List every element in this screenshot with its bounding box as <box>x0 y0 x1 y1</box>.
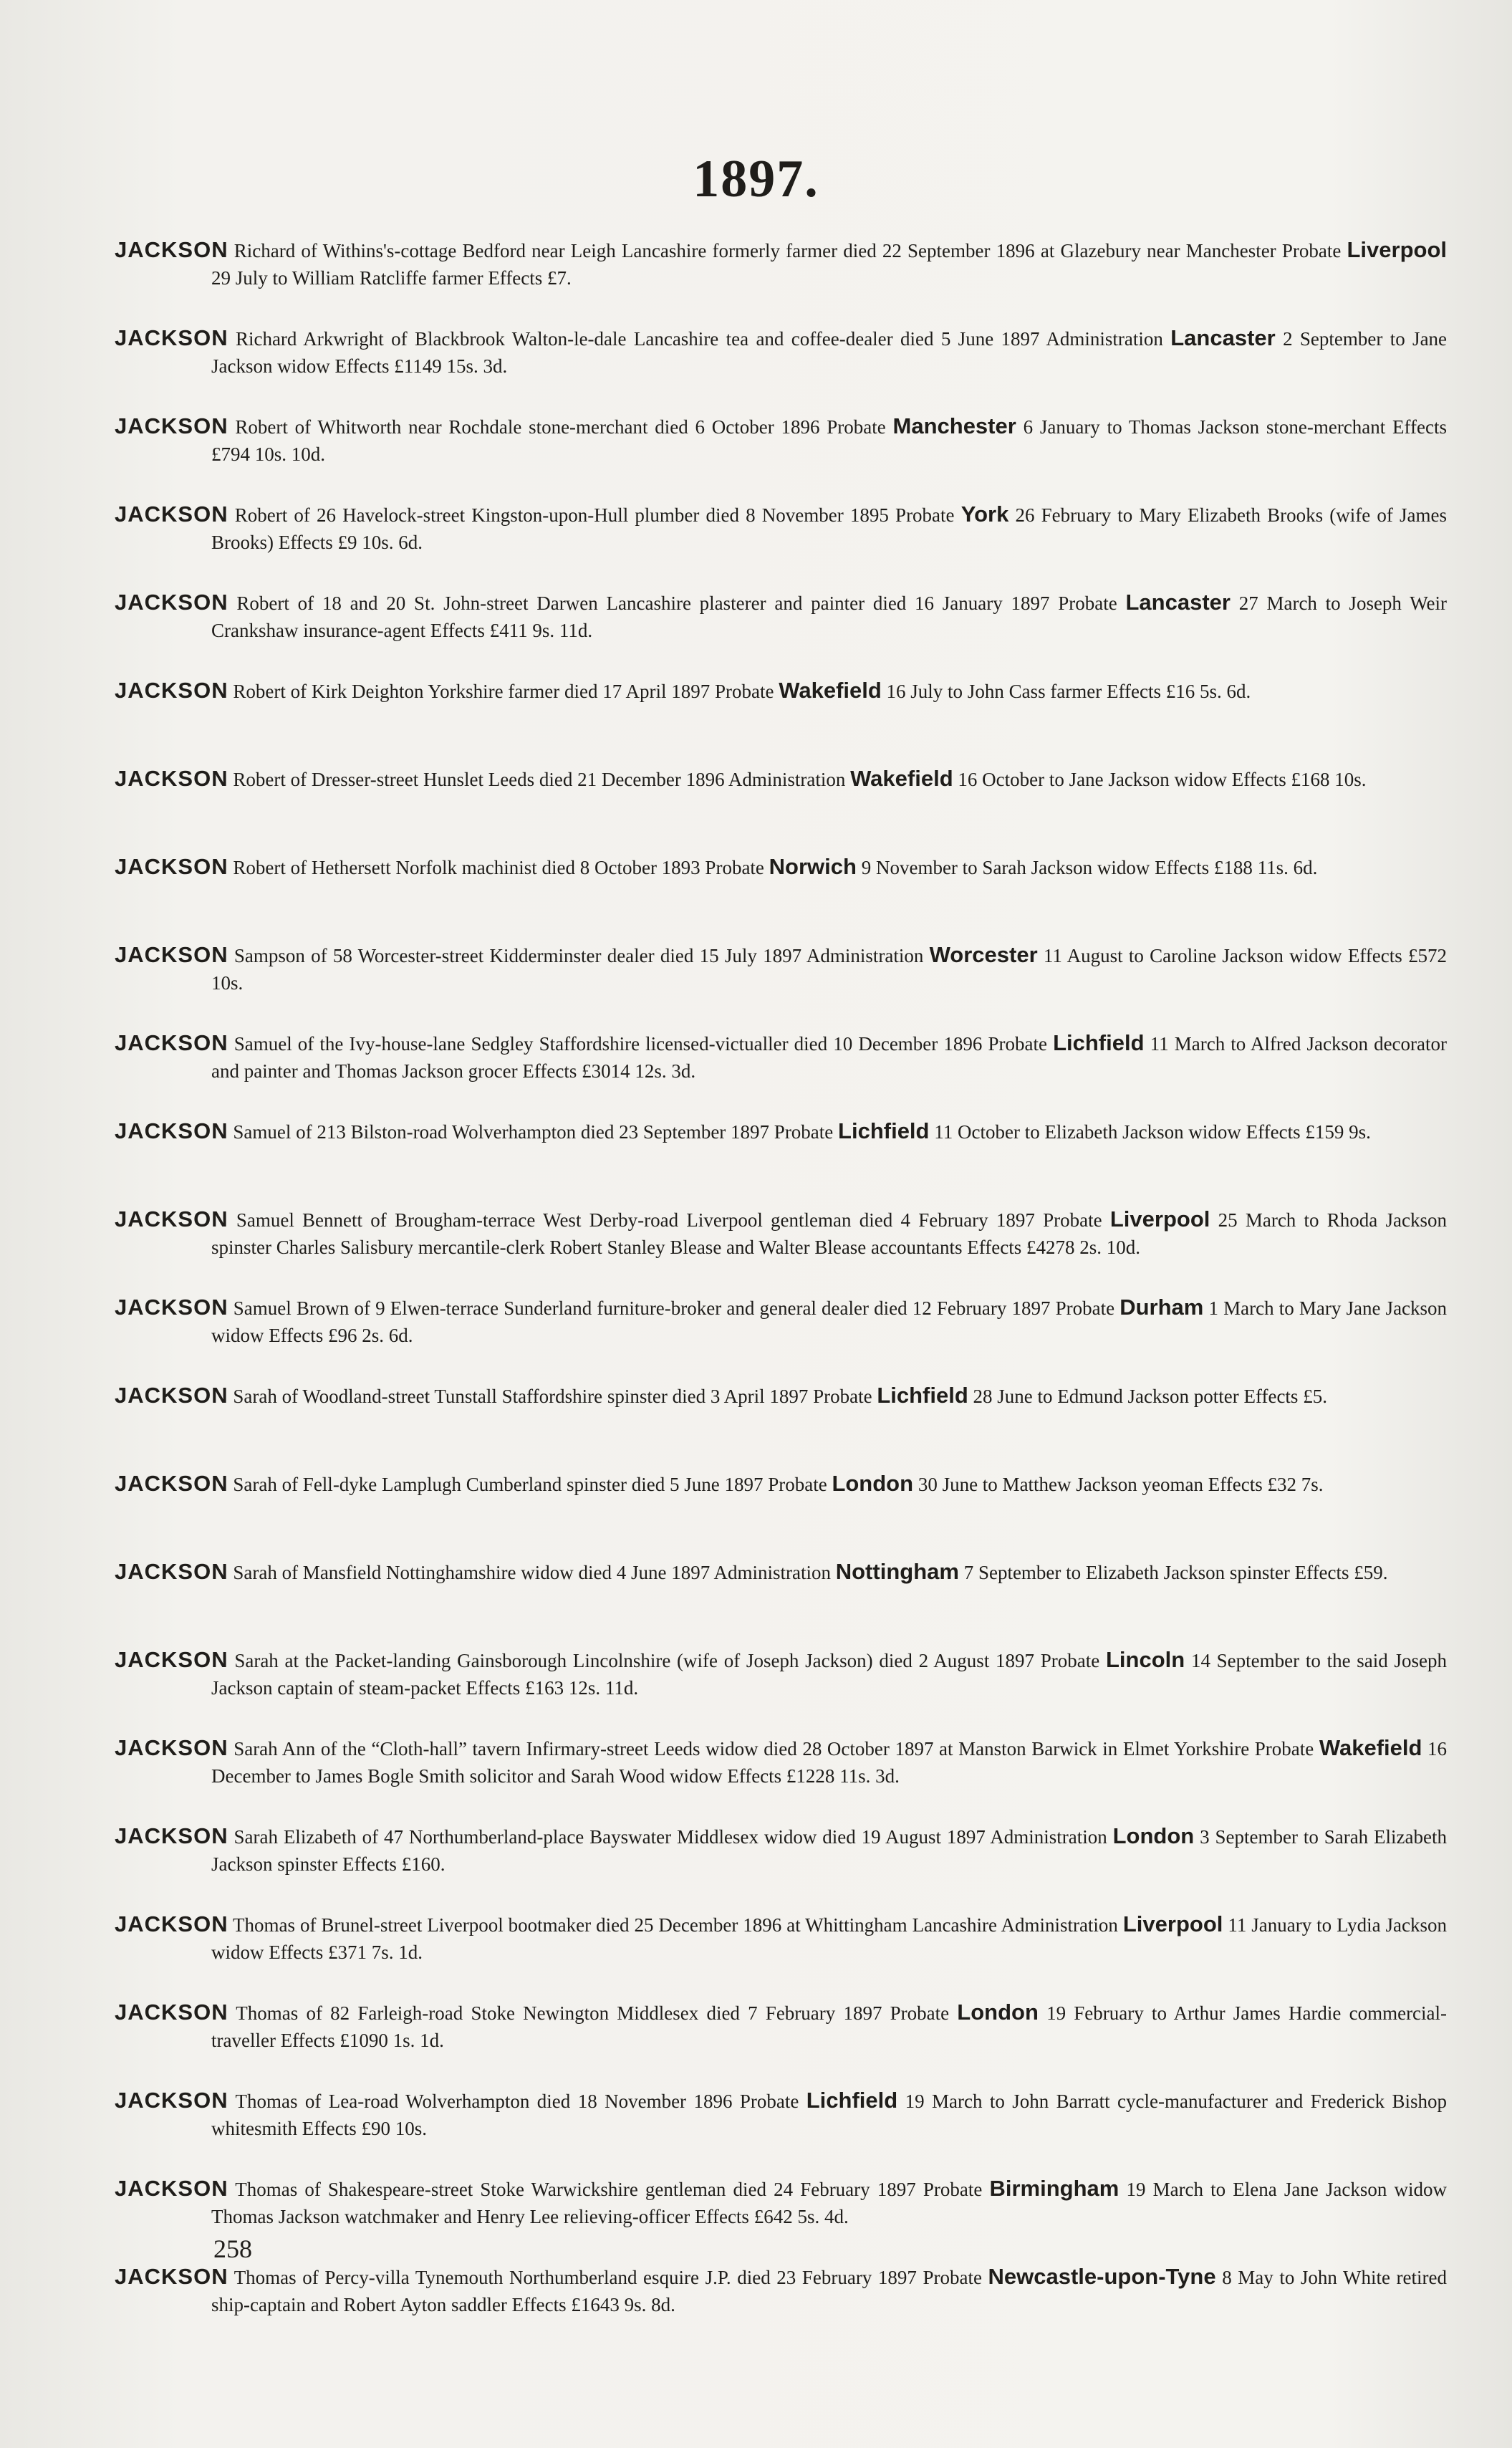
probate-entry <box>115 1734 1447 1823</box>
entry-surname: JACKSON <box>115 2088 228 2113</box>
entry-text-before: Thomas of Lea-road Wolverhampton died 18 November 1896 Probate <box>235 2091 799 2112</box>
entry-text-after: 19 March to John Barratt cycle-manufacturer and Frederick Bishop whitesmith Effects £90 10s. <box>211 2091 1448 2139</box>
entry-registry: Lichfield <box>838 1118 930 1143</box>
entry-registry: Wakefield <box>779 678 882 703</box>
entry-text-after: 11 January to Lydia Jackson widow Effects £371 7s. 1d. <box>211 1914 1448 1963</box>
entry-text-after: 29 July to William Ratcliffe farmer Effects £7. <box>211 267 572 289</box>
entry-text-before: Samuel of the Ivy-house-lane Sedgley Staffordshire licensed-victualler died 10 December 1896 Probate <box>233 1033 1047 1055</box>
entry-registry: Newcastle-upon-Tyne <box>988 2264 1216 2289</box>
entry-registry: Nottingham <box>835 1559 959 1584</box>
entry-text-after: 6 January to Thomas Jackson stone-merchant Effects £794 10s. 10d. <box>211 416 1448 465</box>
probate-entry <box>115 1294 1447 1382</box>
entry-registry: Wakefield <box>850 766 953 791</box>
entry-registry: Lancaster <box>1170 325 1276 350</box>
entry-surname: JACKSON <box>115 1206 228 1232</box>
entry-surname: JACKSON <box>115 1911 228 1936</box>
probate-entry <box>115 1206 1447 1294</box>
entry-registry: Durham <box>1119 1295 1204 1320</box>
entry-text-before: Thomas of Percy-villa Tynemouth Northumberland esquire J.P. died 23 February 1897 Probate <box>233 2267 982 2288</box>
entry-surname: JACKSON <box>115 2176 228 2201</box>
probate-entry <box>115 941 1447 1029</box>
probate-entry <box>115 2087 1447 2175</box>
entry-registry: York <box>960 501 1009 527</box>
entry-text-after: 1 March to Mary Jane Jackson widow Effects £96 2s. 6d. <box>211 1297 1448 1346</box>
probate-entry <box>115 236 1447 325</box>
entry-surname: JACKSON <box>115 942 228 967</box>
entry-registry: Birmingham <box>989 2176 1119 2201</box>
entry-surname: JACKSON <box>115 590 228 615</box>
entry-surname: JACKSON <box>115 2264 228 2289</box>
entry-text-before: Robert of 26 Havelock-street Kingston-upon-Hull plumber died 8 November 1895 Probate <box>234 504 955 526</box>
entry-surname: JACKSON <box>115 2000 228 2025</box>
probate-entry <box>115 589 1447 677</box>
entry-text-before: Sarah of Fell-dyke Lamplugh Cumberland spinster died 5 June 1897 Probate <box>233 1474 827 1495</box>
probate-entry <box>115 325 1447 413</box>
entry-registry: Lichfield <box>806 2088 898 2113</box>
entry-registry: Wakefield <box>1319 1735 1422 1760</box>
entry-surname: JACKSON <box>115 1735 228 1760</box>
entry-text-before: Sarah of Woodland-street Tunstall Staffordshire spinster died 3 April 1897 Probate <box>233 1386 872 1407</box>
probate-entry <box>115 2175 1447 2263</box>
page-title: 1897. <box>693 150 819 208</box>
probate-entry <box>115 853 1447 941</box>
entry-text-before: Robert of Whitworth near Rochdale stone-merchant died 6 October 1896 Probate <box>235 416 886 438</box>
probate-entry <box>115 413 1447 501</box>
entry-text-before: Richard of Withins's-cottage Bedford near Leigh Lancashire formerly farmer died 22 September 1896 at Glazebury near Manchester Probate <box>233 240 1342 261</box>
entry-text-after: 11 October to Elizabeth Jackson widow Effects £159 9s. <box>934 1121 1371 1143</box>
entry-text-before: Sarah Elizabeth of 47 Northumberland-place Bayswater Middlesex widow died 19 August 1897 Administration <box>233 1826 1107 1848</box>
probate-entry <box>115 677 1447 765</box>
probate-entry <box>115 1382 1447 1470</box>
entry-text-before: Sarah of Mansfield Nottinghamshire widow died 4 June 1897 Administration <box>233 1562 831 1583</box>
entry-text-before: Richard Arkwright of Blackbrook Walton-le-dale Lancashire tea and coffee-dealer died 5 June 1897 Administration <box>235 328 1163 350</box>
entry-registry: Liverpool <box>1347 237 1448 262</box>
entry-registry: Manchester <box>892 413 1016 438</box>
entry-text-before: Robert of 18 and 20 St. John-street Darwen Lancashire plasterer and painter died 16 January 1897 Probate <box>236 592 1117 614</box>
entry-text-after: 14 September to the said Joseph Jackson captain of steam-packet Effects £163 12s. 11d. <box>211 1650 1448 1699</box>
entry-surname: JACKSON <box>115 766 228 791</box>
entry-text-after: 16 October to Jane Jackson widow Effects £168 10s. <box>958 769 1367 790</box>
entry-registry: London <box>832 1471 914 1496</box>
entry-registry: Lancaster <box>1125 590 1231 615</box>
probate-entry <box>115 1911 1447 1999</box>
entry-text-before: Thomas of 82 Farleigh-road Stoke Newington Middlesex died 7 February 1897 Probate <box>236 2002 950 2024</box>
entry-surname: JACKSON <box>115 1295 228 1320</box>
probate-entry <box>115 1029 1447 1118</box>
entry-list <box>115 236 1447 2351</box>
probate-entry <box>115 501 1447 589</box>
entry-registry: Worcester <box>929 942 1038 967</box>
probate-entry <box>115 765 1447 853</box>
probate-entry <box>115 1558 1447 1646</box>
entry-surname: JACKSON <box>115 237 228 262</box>
entry-text-before: Sarah at the Packet-landing Gainsborough Lincolnshire (wife of Joseph Jackson) died 2 August 1897 Probate <box>234 1650 1100 1671</box>
entry-surname: JACKSON <box>115 501 228 527</box>
entry-registry: Lichfield <box>1053 1030 1145 1055</box>
probate-entry <box>115 1646 1447 1734</box>
entry-surname: JACKSON <box>115 413 228 438</box>
entry-text-after: 11 March to Alfred Jackson decorator and painter and Thomas Jackson grocer Effects £3014 12s. 3d. <box>211 1033 1448 1082</box>
entry-registry: London <box>957 2000 1039 2025</box>
entry-surname: JACKSON <box>115 1030 228 1055</box>
entry-text-after: 27 March to Joseph Weir Crankshaw insurance-agent Effects £411 9s. 11d. <box>211 592 1447 641</box>
entry-text-after: 30 June to Matthew Jackson yeoman Effects £32 7s. <box>918 1474 1324 1495</box>
page-number: 258 <box>213 2235 252 2263</box>
entry-text-before: Thomas of Shakespeare-street Stoke Warwickshire gentleman died 24 February 1897 Probate <box>235 2179 983 2200</box>
entry-text-after: 25 March to Rhoda Jackson spinster Charles Salisbury mercantile-clerk Robert Stanley Blease and Walter Blease accountants Effects £4278 2s. 10d. <box>211 1209 1447 1258</box>
entry-text-after: 8 May to John White retired ship-captain and Robert Ayton saddler Effects £1643 9s. 8d. <box>211 2267 1448 2315</box>
entry-text-after: 19 February to Arthur James Hardie commercial-traveller Effects £1090 1s. 1d. <box>211 2002 1448 2051</box>
entry-registry: Lincoln <box>1105 1647 1185 1672</box>
entry-surname: JACKSON <box>115 325 228 350</box>
entry-text-before: Samuel Brown of 9 Elwen-terrace Sunderland furniture-broker and general dealer died 12 February 1897 Probate <box>233 1297 1115 1319</box>
entry-surname: JACKSON <box>115 854 228 879</box>
entry-text-before: Sarah Ann of the “Cloth-hall” tavern Infirmary-street Leeds widow died 28 October 1897 at Manston Barwick in Elmet Yorkshire Probate <box>233 1738 1314 1760</box>
entry-registry: Lichfield <box>877 1383 968 1408</box>
entry-surname: JACKSON <box>115 1647 228 1672</box>
entry-registry: Liverpool <box>1109 1206 1210 1232</box>
entry-text-after: 28 June to Edmund Jackson potter Effects £5. <box>973 1386 1327 1407</box>
entry-surname: JACKSON <box>115 1471 228 1496</box>
entry-surname: JACKSON <box>115 1118 228 1143</box>
entry-text-before: Robert of Hethersett Norfolk machinist died 8 October 1893 Probate <box>233 857 764 878</box>
entry-text-before: Sampson of 58 Worcester-street Kidderminster dealer died 15 July 1897 Administration <box>233 945 924 966</box>
entry-text-after: 16 July to John Cass farmer Effects £16 5s. 6d. <box>886 681 1251 702</box>
probate-entry <box>115 1823 1447 1911</box>
entry-surname: JACKSON <box>115 1383 228 1408</box>
entry-text-after: 16 December to James Bogle Smith solicitor and Sarah Wood widow Effects £1228 11s. 3d. <box>211 1738 1448 1787</box>
entry-surname: JACKSON <box>115 1559 228 1584</box>
entry-surname: JACKSON <box>115 1823 228 1848</box>
entry-text-before: Robert of Dresser-street Hunslet Leeds died 21 December 1896 Administration <box>233 769 846 790</box>
entry-text-after: 19 March to Elena Jane Jackson widow Thomas Jackson watchmaker and Henry Lee relieving-officer Effects £642 5s. 4d. <box>211 2179 1448 2227</box>
entry-text-after: 3 September to Sarah Elizabeth Jackson spinster Effects £160. <box>211 1826 1447 1875</box>
probate-entry <box>115 1999 1447 2087</box>
entry-surname: JACKSON <box>115 678 228 703</box>
entry-registry: Norwich <box>769 854 857 879</box>
probate-entry <box>115 1118 1447 1206</box>
entry-text-after: 7 September to Elizabeth Jackson spinster Effects £59. <box>963 1562 1388 1583</box>
entry-registry: Liverpool <box>1122 1911 1223 1936</box>
entry-text-before: Samuel of 213 Bilston-road Wolverhampton died 23 September 1897 Probate <box>233 1121 834 1143</box>
entry-text-after: 11 August to Caroline Jackson widow Effects £572 10s. <box>211 945 1448 994</box>
probate-entry <box>115 2263 1447 2351</box>
entry-text-before: Robert of Kirk Deighton Yorkshire farmer died 17 April 1897 Probate <box>233 681 774 702</box>
entry-text-after: 9 November to Sarah Jackson widow Effects £188 11s. 6d. <box>861 857 1318 878</box>
entry-registry: London <box>1112 1823 1195 1848</box>
entry-text-before: Samuel Bennett of Brougham-terrace West Derby-road Liverpool gentleman died 4 February 1897 Probate <box>236 1209 1102 1231</box>
entry-text-after: 26 February to Mary Elizabeth Brooks (wife of James Brooks) Effects £9 10s. 6d. <box>211 504 1448 553</box>
probate-entry <box>115 1470 1447 1558</box>
entry-text-after: 2 September to Jane Jackson widow Effects £1149 15s. 3d. <box>211 328 1448 377</box>
entry-text-before: Thomas of Brunel-street Liverpool bootmaker died 25 December 1896 at Whittingham Lancashire Administration <box>233 1914 1118 1936</box>
